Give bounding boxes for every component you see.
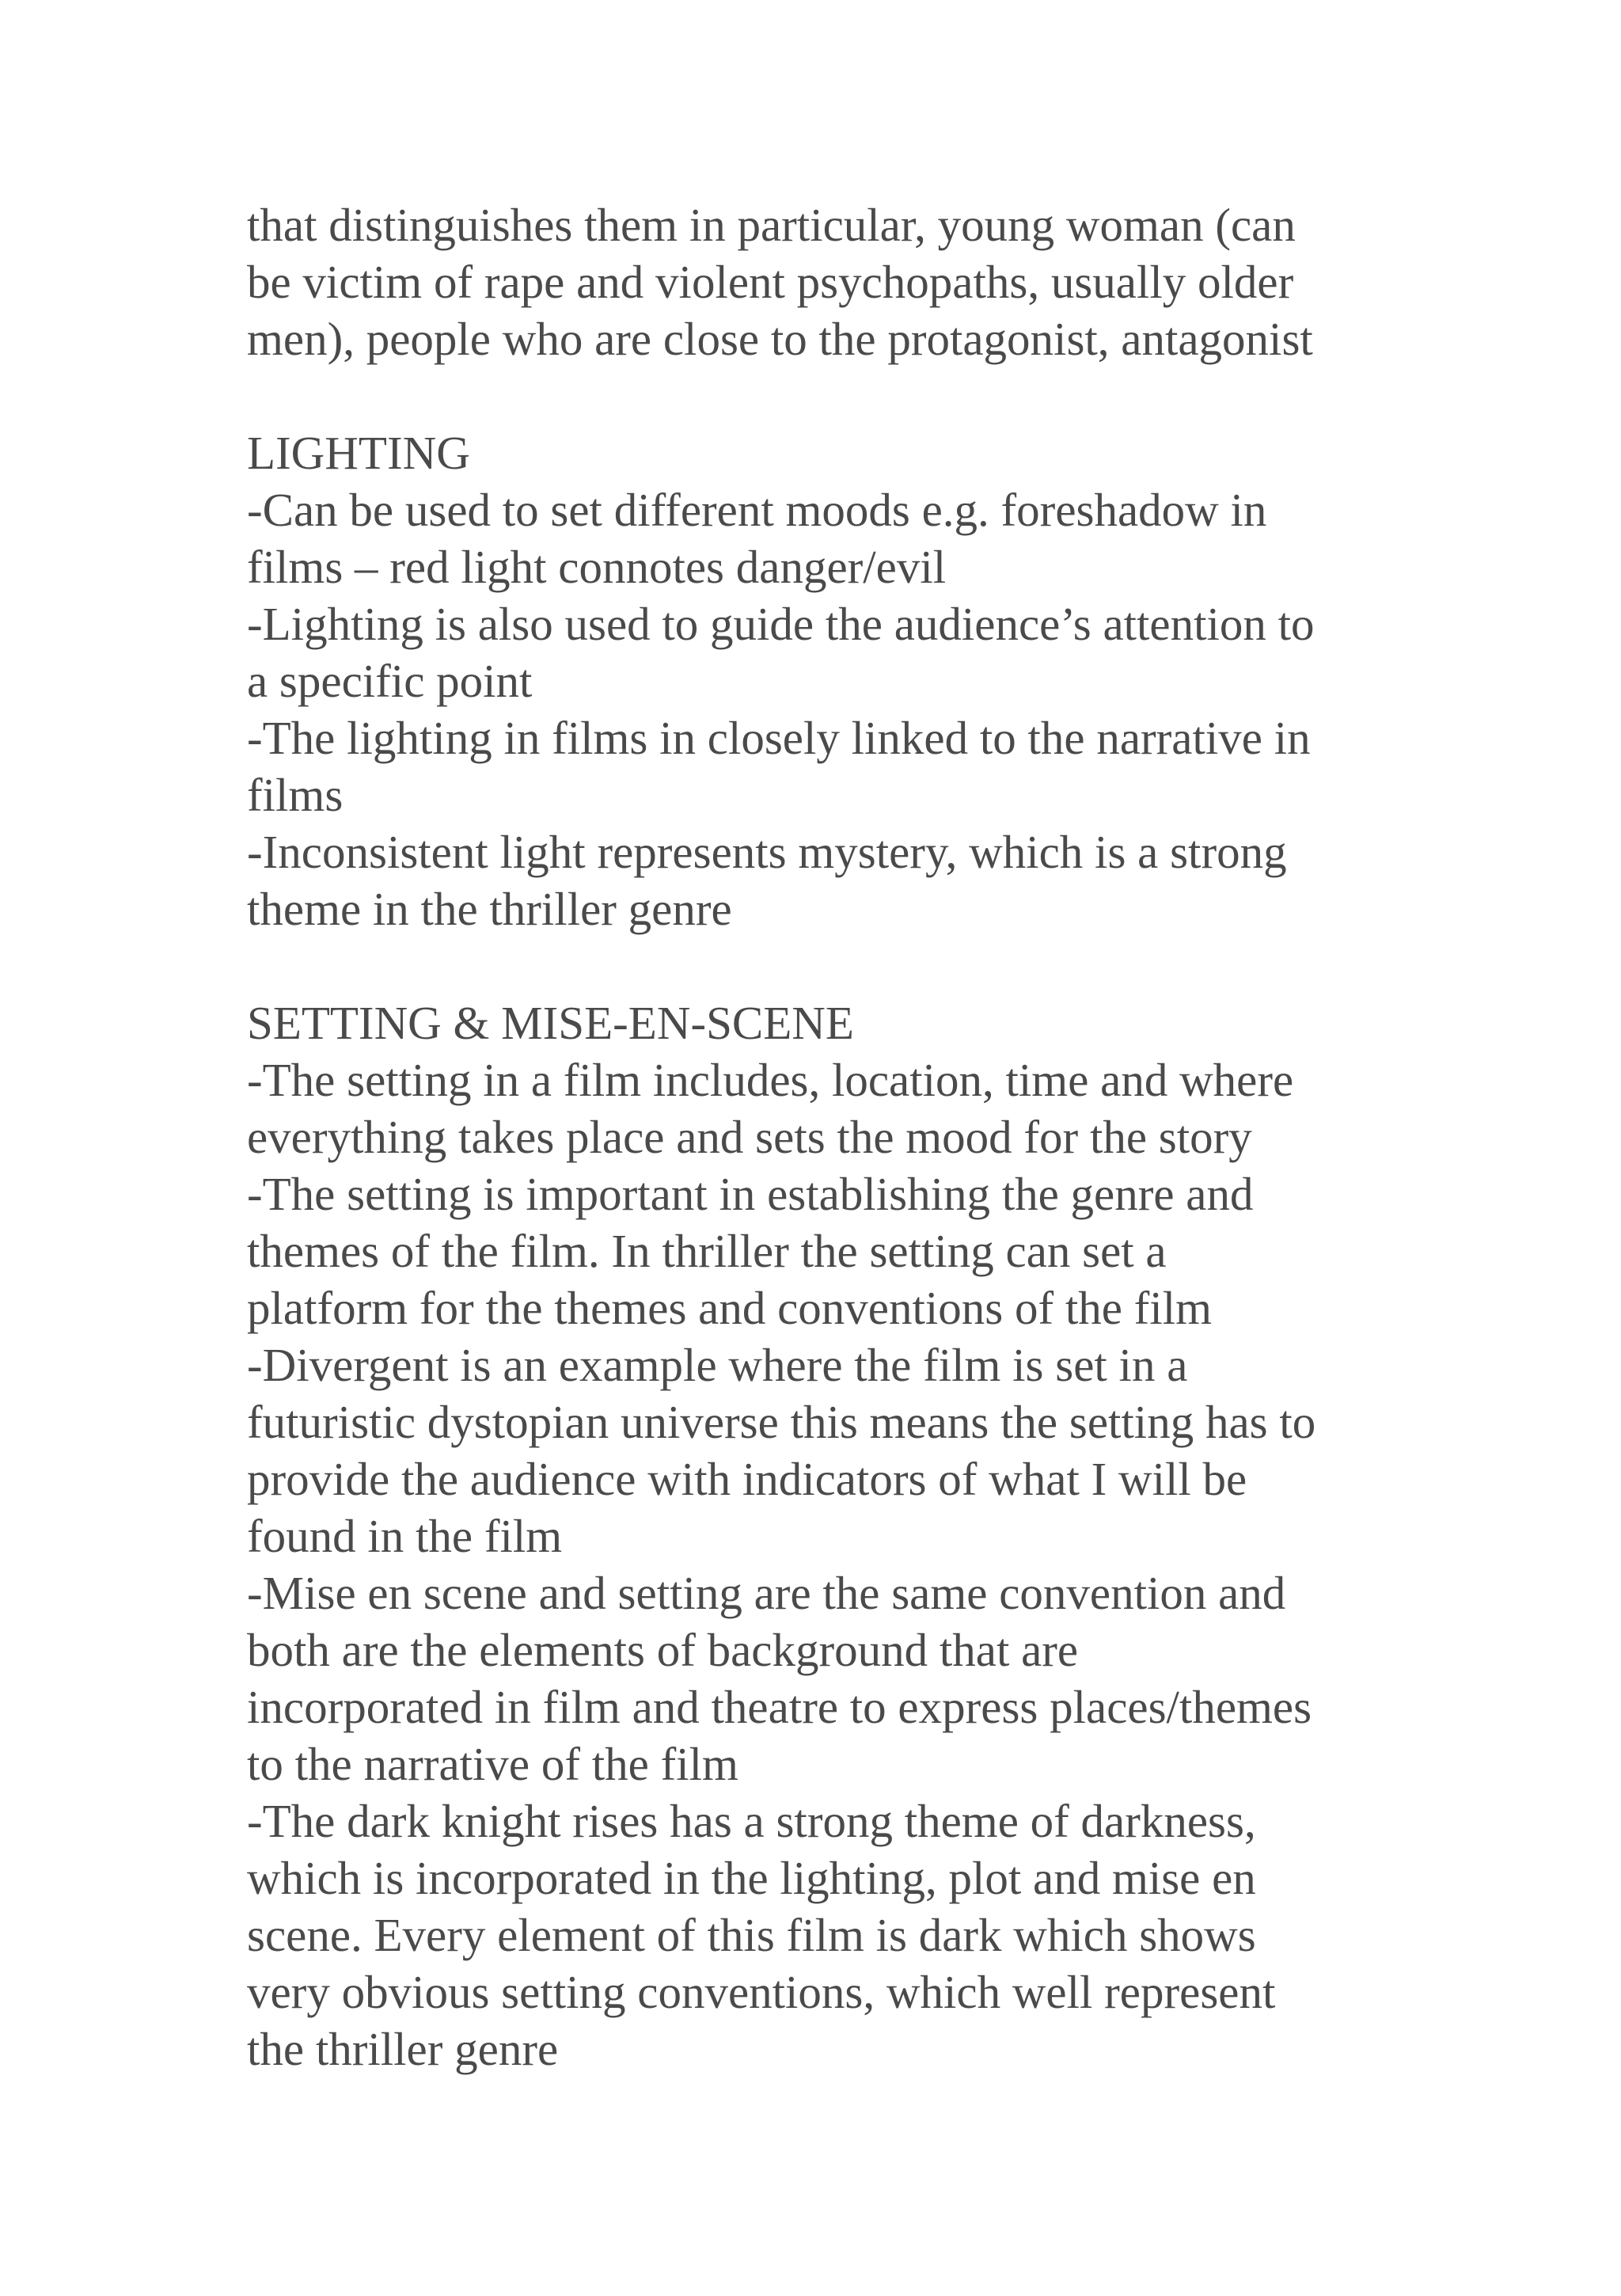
- lighting-line: films – red light connotes danger/evil: [247, 541, 947, 593]
- intro-paragraph: [247, 196, 1387, 367]
- setting-line: found in the film: [247, 1510, 563, 1562]
- setting-line: -The dark knight rises has a strong theme of darkness,: [247, 1795, 1256, 1847]
- setting-line: platform for the themes and conventions of the film: [247, 1282, 1213, 1334]
- intro-line: that distinguishes them in particular, young woman (can: [247, 199, 1296, 251]
- lighting-line: -The lighting in films in closely linked to the narrative in: [247, 712, 1311, 764]
- setting-line: -The setting in a film includes, location, time and where: [247, 1054, 1294, 1106]
- setting-line: -Divergent is an example where the film is set in a: [247, 1339, 1188, 1391]
- paragraph-spacer: [247, 367, 1387, 424]
- lighting-line: -Lighting is also used to guide the audience’s attention to: [247, 598, 1315, 650]
- setting-line: incorporated in film and theatre to express places/themes: [247, 1681, 1312, 1733]
- setting-line: to the narrative of the film: [247, 1738, 738, 1790]
- lighting-section: [247, 424, 1387, 937]
- lighting-line: a specific point: [247, 655, 533, 707]
- intro-line: be victim of rape and violent psychopaths, usually older: [247, 256, 1294, 308]
- intro-line: men), people who are close to the protagonist, antagonist: [247, 313, 1313, 365]
- setting-heading: SETTING & MISE-EN-SCENE: [247, 997, 854, 1049]
- lighting-line: theme in the thriller genre: [247, 883, 732, 935]
- setting-line: -The setting is important in establishing the genre and: [247, 1168, 1254, 1220]
- lighting-line: -Inconsistent light represents mystery, which is a strong: [247, 826, 1287, 878]
- setting-line: themes of the film. In thriller the setting can set a: [247, 1225, 1167, 1277]
- lighting-line: -Can be used to set different moods e.g. foreshadow in: [247, 484, 1267, 536]
- setting-section: [247, 994, 1387, 2077]
- setting-line: the thriller genre: [247, 2023, 559, 2075]
- setting-line: everything takes place and sets the mood for the story: [247, 1111, 1252, 1163]
- setting-line: very obvious setting conventions, which well represent: [247, 1966, 1276, 2018]
- setting-line: which is incorporated in the lighting, plot and mise en: [247, 1852, 1256, 1904]
- setting-line: both are the elements of background that are: [247, 1624, 1079, 1676]
- lighting-heading: LIGHTING: [247, 427, 470, 479]
- setting-line: -Mise en scene and setting are the same convention and: [247, 1567, 1286, 1619]
- paragraph-spacer: [247, 937, 1387, 994]
- setting-line: futuristic dystopian universe this means the setting has to: [247, 1396, 1316, 1448]
- document-body: [247, 196, 1387, 2077]
- setting-line: scene. Every element of this film is dark which shows: [247, 1909, 1256, 1961]
- lighting-line: films: [247, 769, 344, 821]
- setting-line: provide the audience with indicators of what I will be: [247, 1453, 1247, 1505]
